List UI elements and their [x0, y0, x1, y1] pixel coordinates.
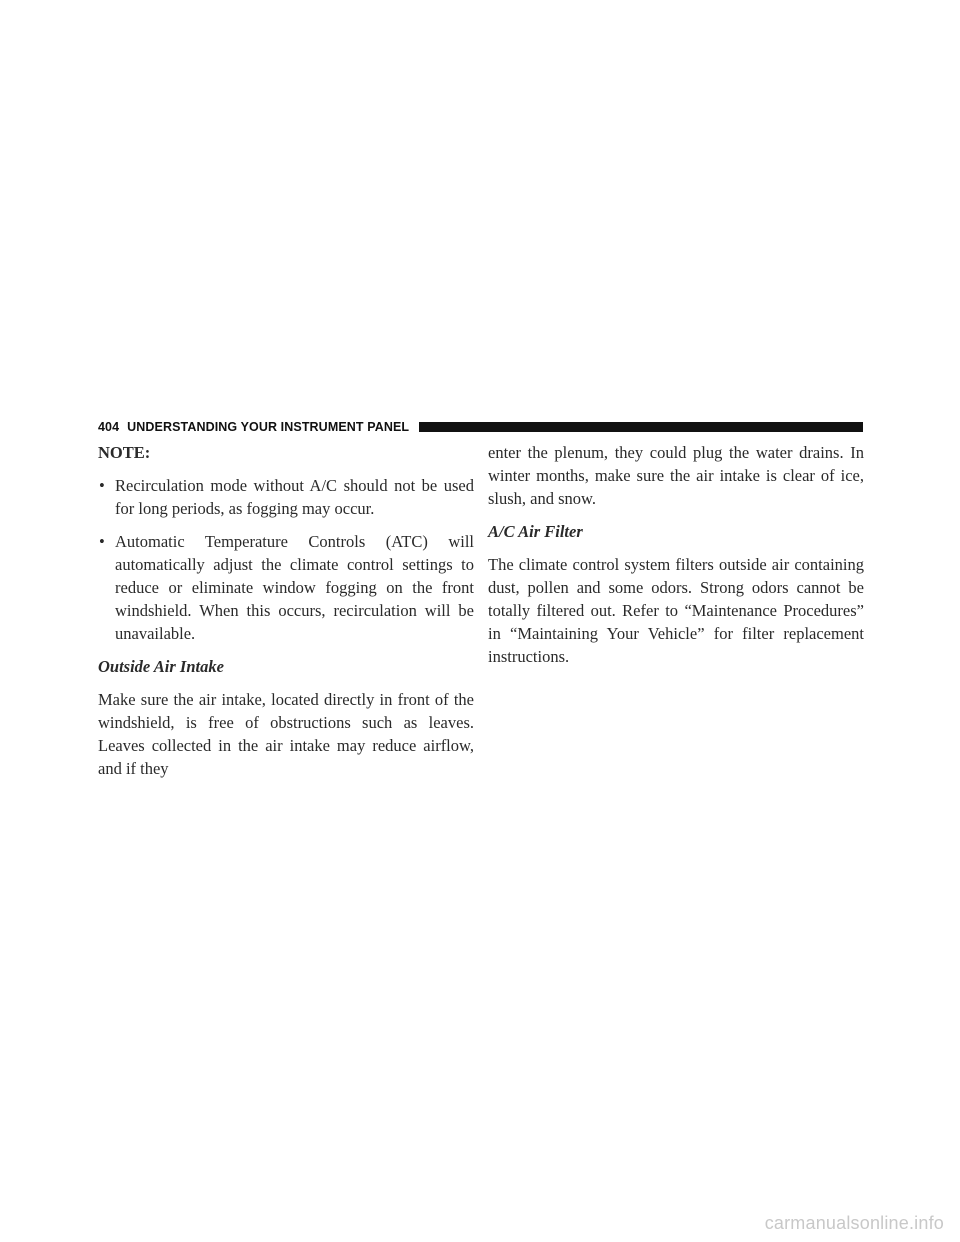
outside-air-heading: Outside Air Intake	[98, 657, 224, 676]
continuation-paragraph: enter the plenum, they could plug the water drains. In winter months, make sure the air intake is clear of ice, slush, and snow.	[488, 443, 864, 508]
note-bullet-text: Recirculation mode without A/C should not be used for long periods, as fogging may occur.	[115, 476, 474, 518]
section-title: UNDERSTANDING YOUR INSTRUMENT PANEL	[127, 420, 410, 434]
right-column	[488, 441, 864, 678]
header-rule	[419, 422, 863, 432]
air-filter-paragraph: The climate control system filters outside air containing dust, pollen and some odors. Strong odors cannot be totally filtered out. Refer to “Maintenance Procedures” in “Maintaining Your Vehicle” for filter replacement instructions.	[488, 555, 864, 666]
note-bullet-item	[98, 474, 474, 520]
bullet-icon: •	[99, 532, 105, 551]
note-bullet-item	[98, 530, 474, 645]
header-text	[98, 420, 409, 434]
note-bullet-text: Automatic Temperature Controls (ATC) will automatically adjust the climate control settings to reduce or eliminate window fogging on the front windshield. When this occurs, recirculation will be unavailable.	[115, 532, 474, 643]
page-number: 404	[98, 420, 120, 434]
note-label: NOTE:	[98, 443, 151, 462]
page-header	[98, 419, 863, 435]
watermark: carmanualsonline.info	[764, 1213, 944, 1233]
left-column	[98, 441, 474, 790]
note-bullet-list	[98, 474, 474, 645]
outside-air-paragraph: Make sure the air intake, located directly in front of the windshield, is free of obstructions such as leaves. Leaves collected in the air intake may reduce airflow, and if they	[98, 690, 474, 778]
air-filter-heading: A/C Air Filter	[488, 522, 583, 541]
bullet-icon: •	[99, 476, 105, 495]
